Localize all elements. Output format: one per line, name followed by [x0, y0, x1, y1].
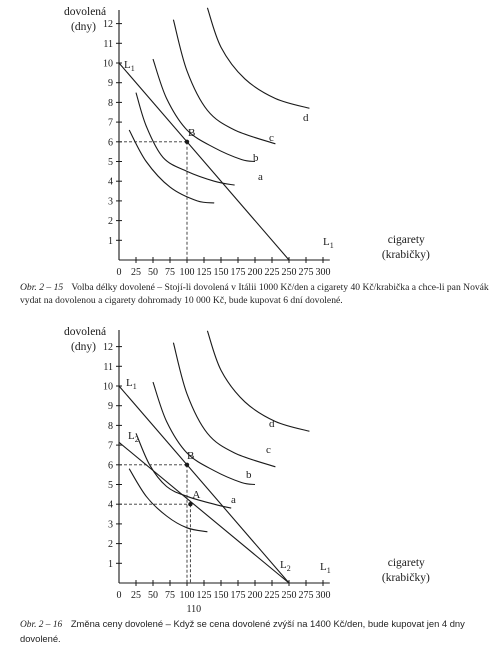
- chart-2-curve-label-d: d: [269, 418, 275, 430]
- chart-2-budget-label-l2: $L_2$: [128, 430, 139, 444]
- chart-2-indifference-curve-c: [173, 343, 275, 467]
- chart-2-xtick-label: 25: [131, 590, 141, 601]
- caption-2: [20, 617, 492, 645]
- chart-2-ytick-label: 3: [108, 519, 113, 531]
- chart-1-budget-label-l1: $L_1$: [323, 236, 334, 250]
- caption-1-label: Obr. 2 – 15: [20, 282, 64, 293]
- chart-1-xtick-label: 200: [247, 267, 263, 278]
- chart-2-xtick-label: 175: [230, 590, 246, 601]
- chart-1-ytick-label: 2: [108, 216, 113, 228]
- chart-2-xtick-label: 125: [196, 590, 212, 601]
- chart-2-point-b: [185, 463, 189, 467]
- chart-1-ytick-label: 1: [108, 235, 113, 247]
- chart-1-ytick-label: 11: [103, 38, 113, 50]
- chart-1-xtick-label: 250: [281, 267, 297, 278]
- chart-2-budget-label-l2: $L_2$: [280, 559, 291, 573]
- chart-2-xtick-label: 50: [148, 590, 158, 601]
- chart-2-xtick-label: 275: [298, 590, 314, 601]
- chart-2-curve-label-c: c: [266, 444, 271, 456]
- chart-2-ytick-label: 12: [103, 342, 113, 354]
- chart-1-indifference-curve-d: [207, 8, 309, 109]
- chart-2-point-label-a: A: [192, 489, 201, 502]
- chart-1-xtick-label: 100: [179, 267, 195, 278]
- chart-2-ylabel-line1: dovolená: [64, 326, 107, 338]
- chart-2-ytick-label: 7: [108, 440, 113, 452]
- chart-1-xtick-label: 225: [264, 267, 280, 278]
- chart-2-ytick-label: 5: [108, 480, 113, 491]
- chart-1-curve-label-d: d: [303, 112, 309, 124]
- chart-1-xtick-label: 0: [116, 267, 122, 278]
- chart-1-curve-label-a: a: [258, 171, 263, 183]
- chart-1-ytick-label: 5: [108, 157, 113, 168]
- chart-2-curve-label-a: a: [231, 494, 236, 506]
- chart-1-xlabel-line1: cigarety: [387, 234, 425, 246]
- chart-2-xlabel-line1: cigarety: [387, 557, 425, 569]
- chart-1-ytick-label: 6: [108, 137, 113, 149]
- chart-2-xtick-label: 0: [116, 590, 122, 601]
- chart-1-ytick-label: 12: [103, 19, 113, 31]
- chart-1-xtick-label: 175: [230, 267, 246, 278]
- chart-2-xtick-label: 200: [247, 590, 263, 601]
- chart-1-ytick-label: 9: [108, 78, 113, 90]
- chart-1-xtick-label: 275: [298, 267, 314, 278]
- chart-2-ytick-label: 11: [103, 361, 113, 373]
- chart-1-xlabel-line2: (krabičky): [381, 249, 430, 261]
- chart-2-xtick-label: 150: [213, 590, 229, 601]
- chart-1-xtick-label: 75: [165, 267, 175, 278]
- chart-1-xtick-label: 125: [196, 267, 212, 278]
- chart-1-ytick-label: 3: [108, 196, 113, 208]
- chart-2-point-label-b: B: [187, 449, 195, 462]
- chart-2-xtick-label: 100: [179, 590, 195, 601]
- chart-2-budget-label-l1: $L_1$: [320, 561, 331, 575]
- chart-2-ytick-label: 6: [108, 460, 113, 472]
- chart-1-curve-label-c: c: [269, 132, 274, 144]
- chart-2-ytick-label: 2: [108, 539, 113, 551]
- chart-1-ytick-label: 8: [108, 97, 113, 109]
- chart-2-xtick-label: 75: [165, 590, 175, 601]
- chart-1-ylabel-line2: (dny): [71, 21, 96, 33]
- chart-2-ytick-label: 4: [108, 499, 113, 511]
- caption-1: [20, 281, 492, 307]
- chart-2-xtick-label: 300: [315, 590, 331, 601]
- chart-2-xtick-label: 225: [264, 590, 280, 601]
- chart-1-xtick-label: 150: [213, 267, 229, 278]
- caption-1-text: Volba délky dovolené – Stojí-li dovolená v Itálii 1000 Kč/den a cigarety 40 Kč/krabička a chce-li pan Novák vydat na dovolenou a cigarety dohromady 10 000 Kč, bude kupovat 6 dní dovolené.: [20, 282, 489, 306]
- chart-1-ytick-label: 4: [108, 176, 113, 188]
- chart-1-indifference-curve-c: [173, 20, 275, 144]
- caption-2-text: Změna ceny dovolené – Když se cena dovolené zvýší na 1400 Kč/den, bude kupovat jen 4 dny dovolené.: [20, 618, 465, 644]
- chart-2-indifference-curve-d: [207, 331, 309, 432]
- chart-2-ytick-label: 9: [108, 401, 113, 413]
- chart-2-ylabel-line2: (dny): [71, 341, 96, 353]
- chart-1-point-b: [185, 140, 189, 144]
- chart-2-ytick-label: 1: [108, 558, 113, 570]
- chart-2-point-a: [188, 502, 192, 506]
- chart-2-ytick-label: 8: [108, 420, 113, 432]
- chart-2-extra-xtick-label: 110: [186, 604, 202, 615]
- chart-2-xlabel-line2: (krabičky): [381, 572, 430, 584]
- chart-1-point-label-b: B: [188, 126, 196, 139]
- chart-2-indifference-curve-a: [136, 433, 231, 508]
- chart-2-curve-label-b: b: [246, 469, 252, 481]
- chart-2-ytick-label: 10: [103, 381, 113, 393]
- chart-1-curve-label-b: b: [253, 152, 259, 164]
- chart-1-indifference-curve-a: [136, 93, 235, 186]
- chart-1-ytick-label: 10: [103, 58, 113, 70]
- chart-1-xtick-label: 50: [148, 267, 158, 278]
- chart-1-ytick-label: 7: [108, 117, 113, 129]
- chart-1-budget-label-l1: $L_1$: [124, 59, 135, 73]
- chart-1-xtick-label: 300: [315, 267, 331, 278]
- chart-1-xtick-label: 25: [131, 267, 141, 278]
- chart-1-ylabel-line1: dovolená: [64, 6, 107, 18]
- chart-2-xtick-label: 250: [281, 590, 297, 601]
- caption-2-label: Obr. 2 – 16: [20, 620, 63, 630]
- chart-2-budget-label-l1: $L_1$: [126, 377, 137, 391]
